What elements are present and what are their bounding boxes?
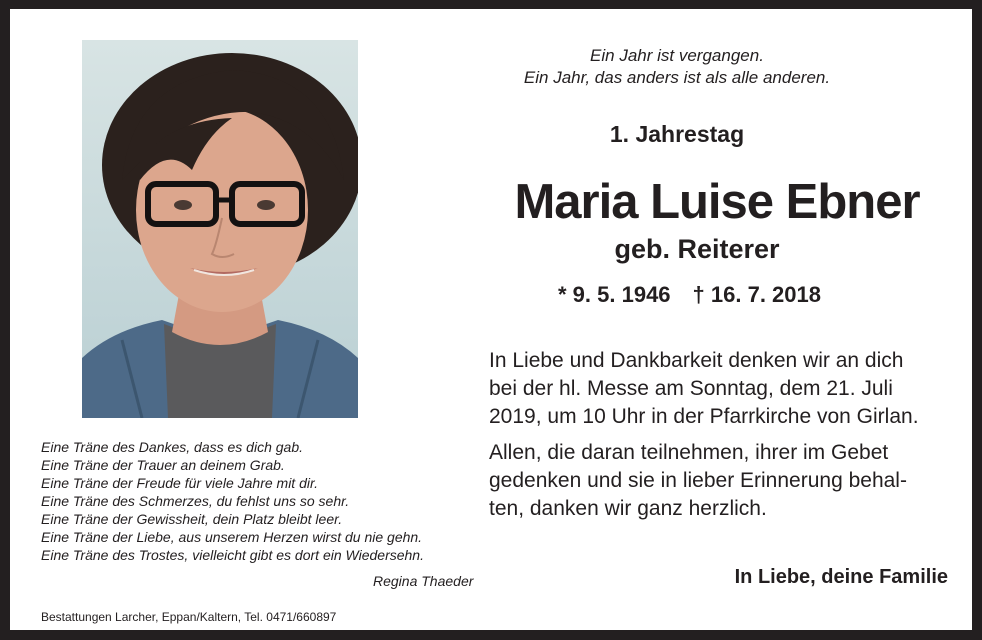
portrait-photo: [82, 40, 358, 418]
message-line: Allen, die daran teilnehmen, ihrer im Gebet: [489, 441, 889, 464]
occasion-heading: 1. Jahrestag: [609, 121, 745, 147]
intro-line: Ein Jahr, das anders ist als alle anderen.: [523, 68, 831, 87]
poem-line: Eine Träne des Schmerzes, du fehlst uns so sehr.: [41, 493, 350, 509]
message-paragraph: [489, 439, 949, 523]
message-line: gedenken und sie in lieber Erinnerung behal-: [489, 469, 907, 492]
poem-line: Eine Träne des Trostes, vielleicht gibt es dort ein Wiedersehn.: [41, 547, 424, 563]
deceased-name: Maria Luise Ebner: [514, 175, 920, 229]
death-date: † 16. 7. 2018: [692, 282, 821, 307]
poem: [41, 438, 511, 564]
poem-line: Eine Träne der Liebe, aus unserem Herzen wirst du nie gehn.: [41, 529, 423, 545]
memorial-message: [489, 347, 949, 531]
message-paragraph: [489, 347, 949, 431]
poem-line: Eine Träne der Gewissheit, dein Platz bleibt leer.: [41, 511, 343, 527]
poem-line: Eine Träne der Freude für viele Jahre mit dir.: [41, 475, 319, 491]
funeral-home-credit: Bestattungen Larcher, Eppan/Kaltern, Tel. 0471/660897: [41, 610, 337, 624]
message-line: In Liebe und Dankbarkeit denken wir an dich: [489, 349, 904, 372]
life-dates: [558, 282, 878, 308]
message-line: ten, danken wir ganz herzlich.: [489, 497, 767, 520]
obituary-card: [10, 9, 972, 630]
family-signoff: In Liebe, deine Familie: [734, 566, 948, 588]
message-line: bei der hl. Messe am Sonntag, dem 21. Juli: [489, 377, 893, 400]
poem-line: Eine Träne der Trauer an deinem Grab.: [41, 457, 285, 473]
poem-line: Eine Träne des Dankes, dass es dich gab.: [41, 439, 304, 455]
message-line: 2019, um 10 Uhr in der Pfarrkirche von Girlan.: [489, 405, 919, 428]
intro-verse: [470, 45, 884, 89]
poem-author: Regina Thaeder: [373, 573, 474, 589]
maiden-name: geb. Reiterer: [614, 234, 780, 264]
birth-date: * 9. 5. 1946: [558, 282, 671, 307]
intro-line: Ein Jahr ist vergangen.: [590, 46, 764, 65]
